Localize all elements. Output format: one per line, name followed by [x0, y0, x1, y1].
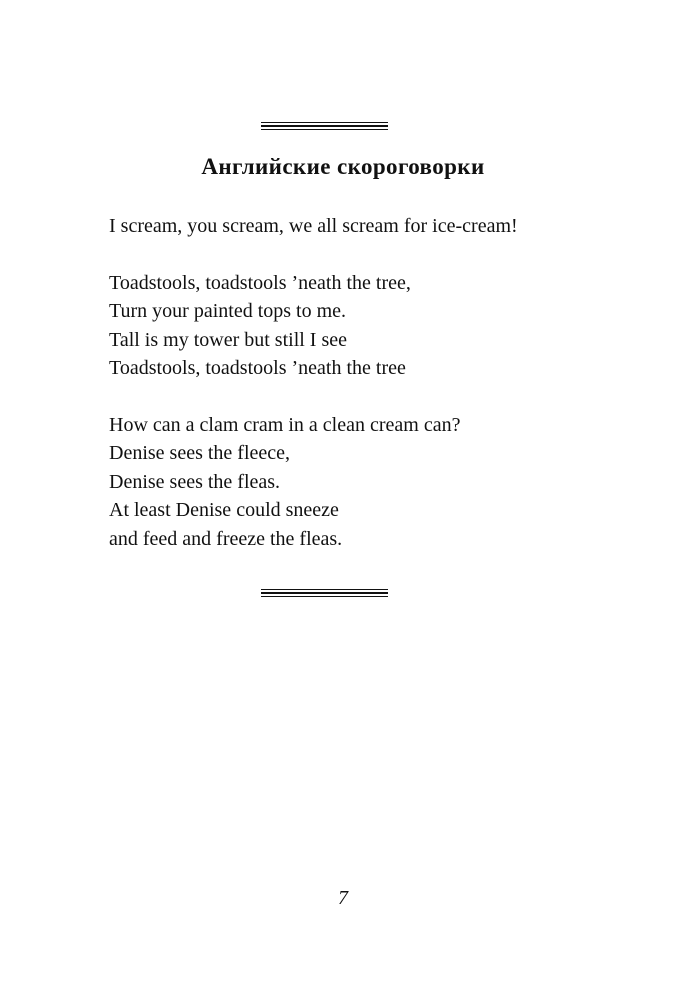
page-number: 7: [338, 887, 348, 909]
stanza-1: [109, 212, 609, 241]
rule-line: [261, 589, 388, 590]
verse-line: I scream, you scream, we all scream for ice-cream!: [109, 215, 518, 237]
rule-line: [261, 122, 388, 123]
tongue-twisters-text: [109, 212, 609, 553]
verse-line: Toadstools, toadstools ’neath the tree: [109, 357, 406, 379]
rule-line: [261, 596, 388, 597]
verse-line: Toadstools, toadstools ’neath the tree,: [109, 271, 411, 294]
rule-line: [261, 129, 388, 130]
rule-line: [261, 125, 388, 127]
verse-line: Denise sees the fleas.: [109, 470, 281, 493]
section-title: Английские скороговорки: [201, 154, 485, 179]
top-ornamental-rule: [261, 122, 388, 131]
stanza-2: [109, 269, 609, 383]
verse-line: Tall is my tower but still I see: [109, 328, 348, 351]
bottom-ornamental-rule: [261, 589, 388, 598]
verse-line: Denise sees the fleece,: [109, 442, 291, 464]
verse-line: and feed and freeze the fleas.: [109, 527, 343, 550]
verse-line: Turn your painted tops to me.: [109, 300, 347, 322]
stanza-3: [109, 411, 609, 554]
verse-line: At least Denise could sneeze: [109, 499, 339, 521]
rule-line: [261, 592, 388, 594]
verse-line: How can a clam cram in a clean cream can?: [109, 413, 461, 436]
